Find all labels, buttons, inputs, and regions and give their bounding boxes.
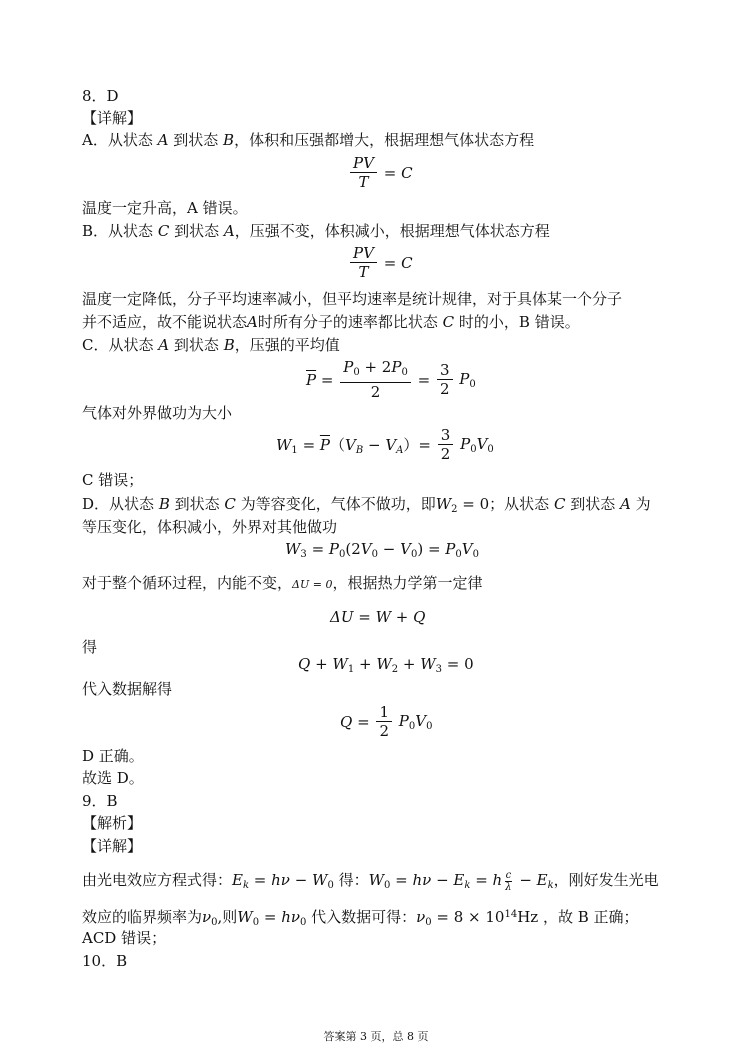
option-b-text: B．从状态 C 到状态 A，压强不变，体积减小，根据理想气体状态方程 bbox=[82, 222, 550, 240]
section-detail-9: 【详解】 bbox=[82, 837, 143, 855]
option-d-text: D．从状态 B 到状态 C 为等容变化，气体不做功，即$W_2 = 0$；从状态 C 到状态 A 为 bbox=[82, 495, 651, 515]
answer-8-heading: 8．D bbox=[82, 87, 119, 105]
answer-8-choice: 故选 D。 bbox=[82, 769, 144, 787]
work-description: 气体对外界做功为大小 bbox=[82, 404, 233, 422]
equation-average-pressure: $\overline{P}$ = $\frac{P_0 + 2P_0}{2}$ = $\frac{3}{2}$ $P_0$ bbox=[306, 358, 476, 401]
substitute-text: 代入数据解得 bbox=[82, 680, 173, 698]
equation-pv-t-1: $\frac{PV}{T}$ = C bbox=[348, 154, 413, 191]
equation-pv-t-2: $\frac{PV}{T}$ = C bbox=[348, 244, 413, 281]
option-b-explanation: 温度一定降低，分子平均速率减小，但平均速率是统计规律，对于具体某一个分子 bbox=[82, 290, 623, 308]
section-detail: 【详解】 bbox=[82, 109, 143, 127]
cycle-text: 对于整个循环过程，内能不变，ΔU = 0，根据热力学第一定律 bbox=[82, 574, 483, 592]
option-c-text: C．从状态 A 到状态 B，压强的平均值 bbox=[82, 336, 340, 354]
section-analysis: 【解析】 bbox=[82, 814, 143, 832]
option-a-conclusion: 温度一定升高，A 错误。 bbox=[82, 199, 248, 217]
option-a-text: A．从状态 A 到状态 B，体积和压强都增大，根据理想气体状态方程 bbox=[82, 131, 535, 149]
option-b-conclusion: 并不适应，故不能说状态A时所有分子的速率都比状态 C 时的小，B 错误。 bbox=[82, 313, 580, 331]
option-d-conclusion: D 正确。 bbox=[82, 747, 144, 765]
photoelectric-equation-line: 由光电效应方程式得：$E_k = h\nu - W_0$ 得：$W_0 = h\nu - E_k = h$ $\frac{c}{\lambda}$ − $E_k$，刚好发生光电 bbox=[82, 869, 659, 893]
equation-q-result: Q = $\frac{1}{2}$ $P_0V_0$ bbox=[340, 703, 433, 740]
equation-w1: $W_1 = \overline{P}(V_B - V_A)=$ $\frac{3}{2}$ $P_0V_0$ bbox=[276, 426, 494, 463]
equation-sum: $Q + W_1 + W_2 + W_3 = 0$ bbox=[298, 655, 474, 675]
option-d-continued: 等压变化，体积减小，外界对其他做功 bbox=[82, 518, 338, 536]
answer-9-heading: 9．B bbox=[82, 792, 118, 810]
page-footer: 答案第 3 页，总 8 页 bbox=[323, 1030, 429, 1043]
answer-9-conclusion: ACD 错误； bbox=[82, 929, 167, 947]
threshold-frequency-line: 效应的临界频率为$\nu_0$,则$W_0 = h\nu_0$ 代入数据可得：$\nu_0 = 8 \times 10^{14}Hz$ ，故 B 正确； bbox=[82, 908, 639, 928]
equation-w3: $W_3 = P_0(2V_0 - V_0) = P_0V_0$ bbox=[285, 540, 479, 560]
therefore-label: 得 bbox=[82, 638, 98, 656]
option-c-conclusion: C 错误； bbox=[82, 471, 144, 489]
equation-first-law: ΔU = W + Q bbox=[330, 608, 426, 626]
answer-10-heading: 10．B bbox=[82, 952, 128, 970]
